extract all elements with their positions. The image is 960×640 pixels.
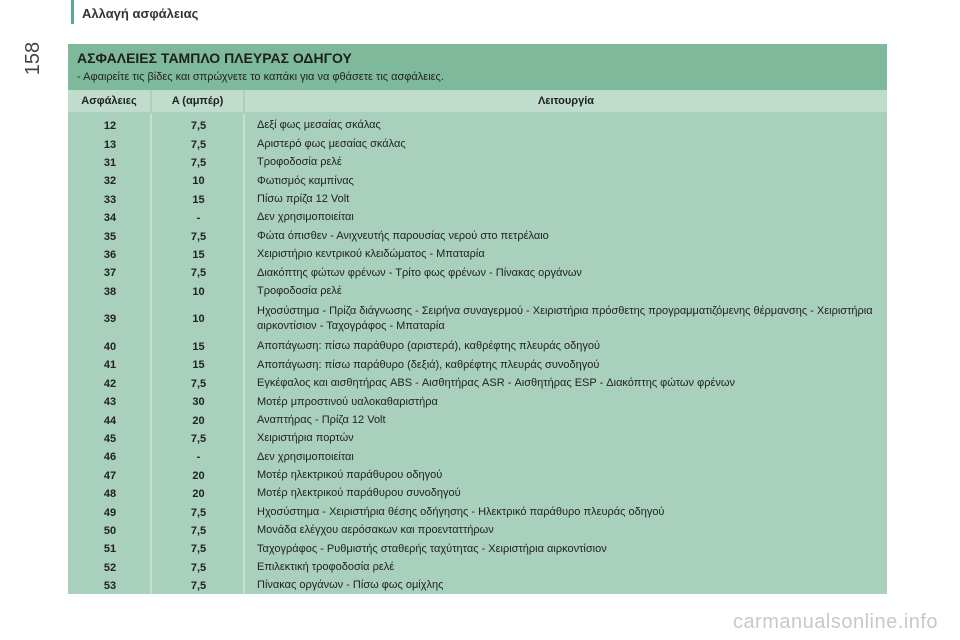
table-row bbox=[68, 503, 887, 521]
fuse-number: 41 bbox=[103, 359, 117, 372]
column-header-amperage: A (αμπέρ) bbox=[152, 90, 243, 112]
table-row bbox=[68, 135, 887, 153]
fuse-number: 46 bbox=[103, 451, 117, 464]
fuse-amperage: 15 bbox=[192, 193, 205, 206]
column-header-fuse: Ασφάλειες bbox=[68, 90, 150, 112]
fuse-number: 43 bbox=[103, 396, 117, 409]
fuse-number: 50 bbox=[103, 525, 117, 537]
fuse-function: Αποπάγωση: πίσω παράθυρο (αριστερά), καθρέφτης πλευράς οδηγού bbox=[257, 340, 601, 353]
fuse-function: Φώτα όπισθεν - Ανιχνευτής παρουσίας νερού στο πετρέλαιο bbox=[257, 229, 549, 242]
fuse-function: Ταχογράφος - Ρυθμιστής σταθερής ταχύτητας - Χειριστήρια αιρκοντίσιον bbox=[257, 542, 607, 555]
fuse-amperage: 10 bbox=[192, 313, 205, 326]
fuse-amperage: 7,5 bbox=[190, 580, 207, 593]
fuse-amperage: 7,5 bbox=[190, 377, 207, 390]
panel-note: - Αφαιρείτε τις βίδες και σπρώχνετε το καπάκι για να φθάσετε τις ασφάλειες. bbox=[77, 71, 444, 83]
fuse-amperage: 7,5 bbox=[190, 156, 207, 169]
fuse-function: Ηχοσύστημα - Χειριστήρια θέσης οδήγησης - Ηλεκτρικό παράθυρο πλευράς οδηγού bbox=[257, 505, 665, 518]
table-row bbox=[68, 172, 887, 190]
fuse-function: Μοτέρ ηλεκτρικού παράθυρου οδηγού bbox=[257, 469, 443, 482]
section-accent-bar bbox=[71, 0, 74, 24]
fuse-function: Φωτισμός καμπίνας bbox=[257, 174, 354, 187]
fuse-number: 40 bbox=[103, 341, 117, 354]
fuse-amperage: 7,5 bbox=[190, 525, 207, 537]
table-row bbox=[68, 467, 887, 485]
fuse-function: Διακόπτης φώτων φρένων - Τρίτο φως φρένων - Πίνακας οργάνων bbox=[257, 266, 582, 279]
fuse-amperage: 7,5 bbox=[190, 433, 207, 446]
fuse-number: 39 bbox=[103, 313, 117, 326]
fuse-function: Μονάδα ελέγχου αερόσακων και προενταττήρων bbox=[257, 524, 494, 537]
fuse-amperage: - bbox=[196, 451, 201, 464]
fuse-function: Αριστερό φως μεσαίας σκάλας bbox=[257, 137, 406, 150]
table-row bbox=[68, 393, 887, 411]
fuse-number: 53 bbox=[103, 580, 117, 593]
fuse-amperage: 7,5 bbox=[190, 120, 207, 133]
fuse-amperage: 7,5 bbox=[190, 267, 207, 280]
fuse-amperage: - bbox=[196, 212, 201, 225]
fuse-number: 34 bbox=[103, 212, 117, 225]
table-row bbox=[68, 154, 887, 172]
fuse-number: 38 bbox=[103, 285, 117, 298]
fuse-number: 35 bbox=[103, 230, 117, 243]
fuse-number: 12 bbox=[103, 120, 117, 133]
table-row bbox=[68, 356, 887, 374]
column-header-function: Λειτουργία bbox=[245, 90, 887, 112]
fuse-function: Δεξί φως μεσαίας σκάλας bbox=[257, 119, 381, 132]
table-row bbox=[68, 117, 887, 135]
table-row bbox=[68, 577, 887, 595]
table-row bbox=[68, 246, 887, 264]
fuse-number: 52 bbox=[103, 561, 117, 574]
table-row bbox=[68, 411, 887, 429]
fuse-function: Χειριστήριο κεντρικού κλειδώματος - Μπαταρία bbox=[257, 248, 485, 261]
table-row bbox=[68, 540, 887, 558]
fuse-number: 31 bbox=[103, 156, 117, 169]
fuse-number: 42 bbox=[103, 377, 117, 390]
fuse-number: 45 bbox=[103, 433, 117, 446]
fuse-function: Επιλεκτική τροφοδοσία ρελέ bbox=[257, 561, 395, 574]
table-row bbox=[68, 375, 887, 393]
fuse-table-body bbox=[68, 114, 887, 595]
fuse-amperage: 10 bbox=[192, 285, 205, 298]
fuse-amperage: 7,5 bbox=[190, 506, 207, 519]
fuse-number: 32 bbox=[103, 175, 117, 188]
table-row bbox=[68, 559, 887, 577]
fuse-function: Τροφοδοσία ρελέ bbox=[257, 284, 342, 297]
page-number-text: 158 bbox=[22, 41, 45, 75]
table-row bbox=[68, 522, 887, 540]
fuse-function: Εγκέφαλος και αισθητήρας ABS - Αισθητήρας ASR - Αισθητήρας ESP - Διακόπτης φώτων φρένων bbox=[257, 377, 735, 390]
table-row bbox=[68, 338, 887, 356]
table-row bbox=[68, 209, 887, 227]
fuse-number: 37 bbox=[103, 267, 117, 280]
fuse-amperage: 15 bbox=[192, 341, 205, 354]
fuse-function: Μοτέρ μπροστινού υαλοκαθαριστήρα bbox=[257, 395, 438, 408]
fuse-function: Δεν χρησιμοποιείται bbox=[257, 211, 354, 224]
fuse-number: 47 bbox=[103, 469, 117, 482]
fuse-number: 33 bbox=[103, 193, 117, 206]
fuse-function: Πίσω πρίζα 12 Volt bbox=[257, 193, 350, 205]
fuse-table-panel bbox=[68, 44, 887, 594]
fuse-number: 48 bbox=[103, 488, 117, 501]
panel-title: ΑΣΦΑΛΕΙΕΣ ΤΑΜΠΛΟ ΠΛΕΥΡΑΣ ΟΔΗΓΟΥ bbox=[77, 50, 352, 66]
table-row bbox=[68, 448, 887, 466]
table-row bbox=[68, 264, 887, 282]
fuse-amperage: 10 bbox=[192, 175, 205, 188]
fuse-function: Ηχοσύστημα - Πρίζα διάγνωσης - Σειρήνα συναγερμού - Χειριστήρια πρόσθετης προγραμματιζόμενης θέρμανσης - Χειριστήρια αιρκοντίσιον - Ταχογράφος - Μπαταρία bbox=[257, 304, 873, 333]
fuse-amperage: 30 bbox=[192, 396, 205, 409]
page-number bbox=[14, 38, 54, 78]
fuse-function: Χειριστήρια πορτών bbox=[257, 432, 354, 445]
fuse-function: Τροφοδοσία ρελέ bbox=[257, 156, 342, 169]
panel-header bbox=[68, 44, 887, 90]
fuse-number: 36 bbox=[103, 248, 117, 261]
fuse-amperage: 7,5 bbox=[190, 561, 207, 574]
fuse-amperage: 20 bbox=[192, 488, 205, 501]
fuse-amperage: 20 bbox=[192, 414, 205, 427]
fuse-function: Αποπάγωση: πίσω παράθυρο (δεξιά), καθρέφτης πλευράς συνοδηγού bbox=[257, 358, 600, 371]
fuse-function: Αναπτήρας - Πρίζα 12 Volt bbox=[257, 413, 386, 426]
fuse-number: 44 bbox=[103, 414, 117, 427]
table-row bbox=[68, 430, 887, 448]
fuse-function: Πίνακας οργάνων - Πίσω φως ομίχλης bbox=[257, 579, 444, 592]
fuse-function: Μοτέρ ηλεκτρικού παράθυρου συνοδηγού bbox=[257, 487, 461, 500]
table-row bbox=[68, 283, 887, 301]
fuse-amperage: 7,5 bbox=[190, 138, 207, 151]
table-row bbox=[68, 191, 887, 209]
fuse-amperage: 7,5 bbox=[190, 230, 207, 243]
fuse-amperage: 15 bbox=[192, 248, 205, 261]
fuse-amperage: 7,5 bbox=[190, 543, 207, 556]
table-row bbox=[68, 227, 887, 245]
fuse-number: 51 bbox=[103, 543, 117, 556]
watermark: carmanualsonline.info bbox=[732, 611, 938, 633]
fuse-amperage: 15 bbox=[192, 359, 205, 372]
fuse-function: Δεν χρησιμοποιείται bbox=[257, 450, 354, 463]
fuse-amperage: 20 bbox=[192, 469, 205, 482]
fuse-number: 49 bbox=[103, 506, 117, 519]
table-row bbox=[68, 301, 887, 338]
section-title: Αλλαγή ασφάλειας bbox=[82, 6, 199, 21]
table-row bbox=[68, 485, 887, 503]
fuse-number: 13 bbox=[103, 138, 117, 151]
